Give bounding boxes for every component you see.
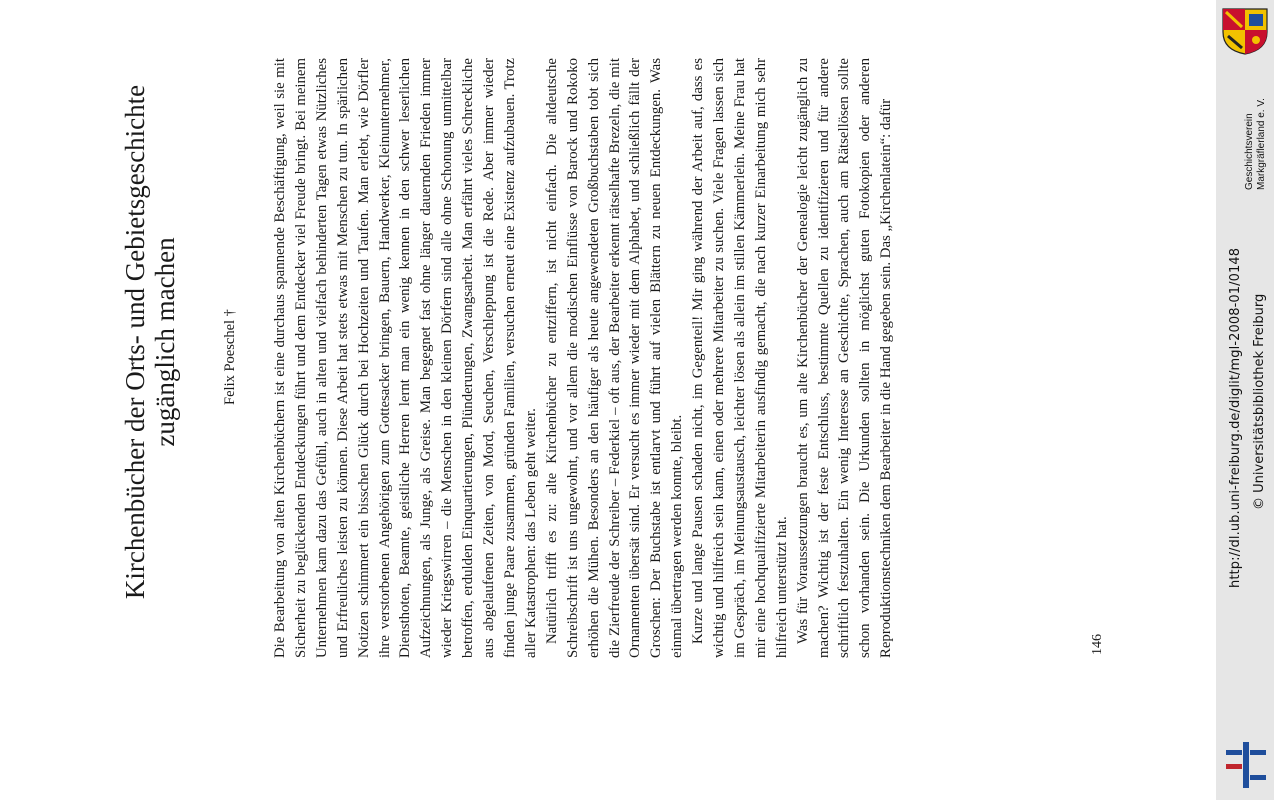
ub-freiburg-logo-icon — [1226, 742, 1266, 788]
page-number: 146 — [1090, 634, 1105, 655]
copyright-notice: © Universitätsbibliothek Freiburg — [1252, 293, 1267, 510]
title-line-2: zugänglich machen — [150, 237, 180, 447]
source-url-link[interactable]: http://dl.ub.uni-freiburg.de/diglit/mgl-2008-01/0148 — [1228, 247, 1243, 588]
society-name — [1244, 40, 1268, 190]
article-body — [270, 58, 897, 658]
paragraph: Die Bearbeitung von alten Kirchenbüchern ist eine durchaus spannende Beschäftigung, weil sie mit Sicherheit zu beglückenden Entdeckungen führt und dem Entdecker viel Freude bringt. Bei meinem Unternehmen kam dazu das Gefühl, auch in alten und vielfach behinderten Tagen etwas Nützliches und Erfreuliches leisten zu können. Diese Arbeit hat stets etwas mit Menschen zu tun. In spärlichen Notizen schimmert ein bisschen Glück durch bei Hochzeiten und Taufen. Man erlebt, wie Dörfler ihre verstorbenen Angehörigen zum Gottesacker bringen, Bauern, Handwerker, Kleinunternehmer, Diensthoten, Beamte, geistliche Herren lernt man ein wenig kennen in den schwer leserlichen Aufzeichnungen, als Junge, als Greise. Man begegnet fast ohne länger dauernden Frieden immer wieder Kriegswirren – die Menschen in den kleinen Dörfern sind alle ohne Schonung unmittelbar betroffen, erdulden Einquartierungen, Plünderungen, Zwangsarbeit. Man erfährt vieles Schreckliche aus abgelaufenen Zeiten, von Mord, Seuchen, Verschleppung ist die Rede. Aber immer wieder finden junge Paare zusammen, gründen Familien, versuchen erneut eine Existenz aufzubauen. Trotz aller Katastrophen: das Leben geht weiter. — [272, 58, 539, 658]
author-name: Felix Poeschel † — [222, 309, 238, 405]
article-title — [120, 72, 180, 612]
paragraph: Natürlich trifft es zu: alte Kirchenbücher zu entziffern, ist nicht einfach. Die altdeutsche Schreibschrift ist uns ungewohnt, und vor allem die modischen Einflüsse von Barock und Rokoko erhöhen die Mühen. Besonders an den häufiger als heute angewendeten Großbuchstaben tobt sich die Zierfreude der Schreiber – Federkiel – oft aus, der Bearbeiter erkennt rätselhafte Brezeln, die mit Ornamenten übersät sind. Er versucht es immer wieder mit dem Alphabet, und schließlich fällt der Groschen: Der Buchstabe ist entlarvt und führt auf vielen Blättern zu neuen Entdeckungen. Was einmal übertragen werden konnte, bleibt. — [543, 58, 686, 658]
paragraph: Was für Voraussetzungen braucht es, um alte Kirchenbücher der Genealogie leicht zugänglich zu machen? Wichtig ist der feste Entschluss, bestimmte Quellen zu identifizieren und für andere schriftlich festzuhalten. Ein wenig Interesse an Geschichte, Sprachen, auch am Rätsellösen sollte schon vorhanden sein. Die Urkunden sollten in möglichst guten Fotokopien oder anderen Reproduktionstechniken dem Bearbeiter in die Hand gegeben sein. Das „Kirchenlatein“: dafür — [794, 58, 895, 658]
coat-of-arms-icon — [1220, 6, 1270, 56]
title-line-1: Kirchenbücher der Orts- und Gebietsgeschichte — [120, 84, 150, 600]
society-line-1: Geschichtsverein — [1244, 113, 1255, 190]
society-line-2: Markgräflerland e. V. — [1256, 98, 1267, 190]
paragraph: Kurze und lange Pausen schaden nicht, im Gegenteil! Mir ging während der Arbeit auf, dass es wichtig und hilfreich sein kann, einen oder mehrere Mitarbeiter zu suchen. Viele Fragen lassen sich im Gespräch, im Meinungsaustausch, leichter lösen als allein im stillen Kämmerlein. Meine Frau hat mir eine hochqualifizierte Mitarbeiterin ausfindig gemacht, die nach kurzer Einarbeitung mich sehr hilfreich unterstützt hat. — [690, 58, 790, 658]
